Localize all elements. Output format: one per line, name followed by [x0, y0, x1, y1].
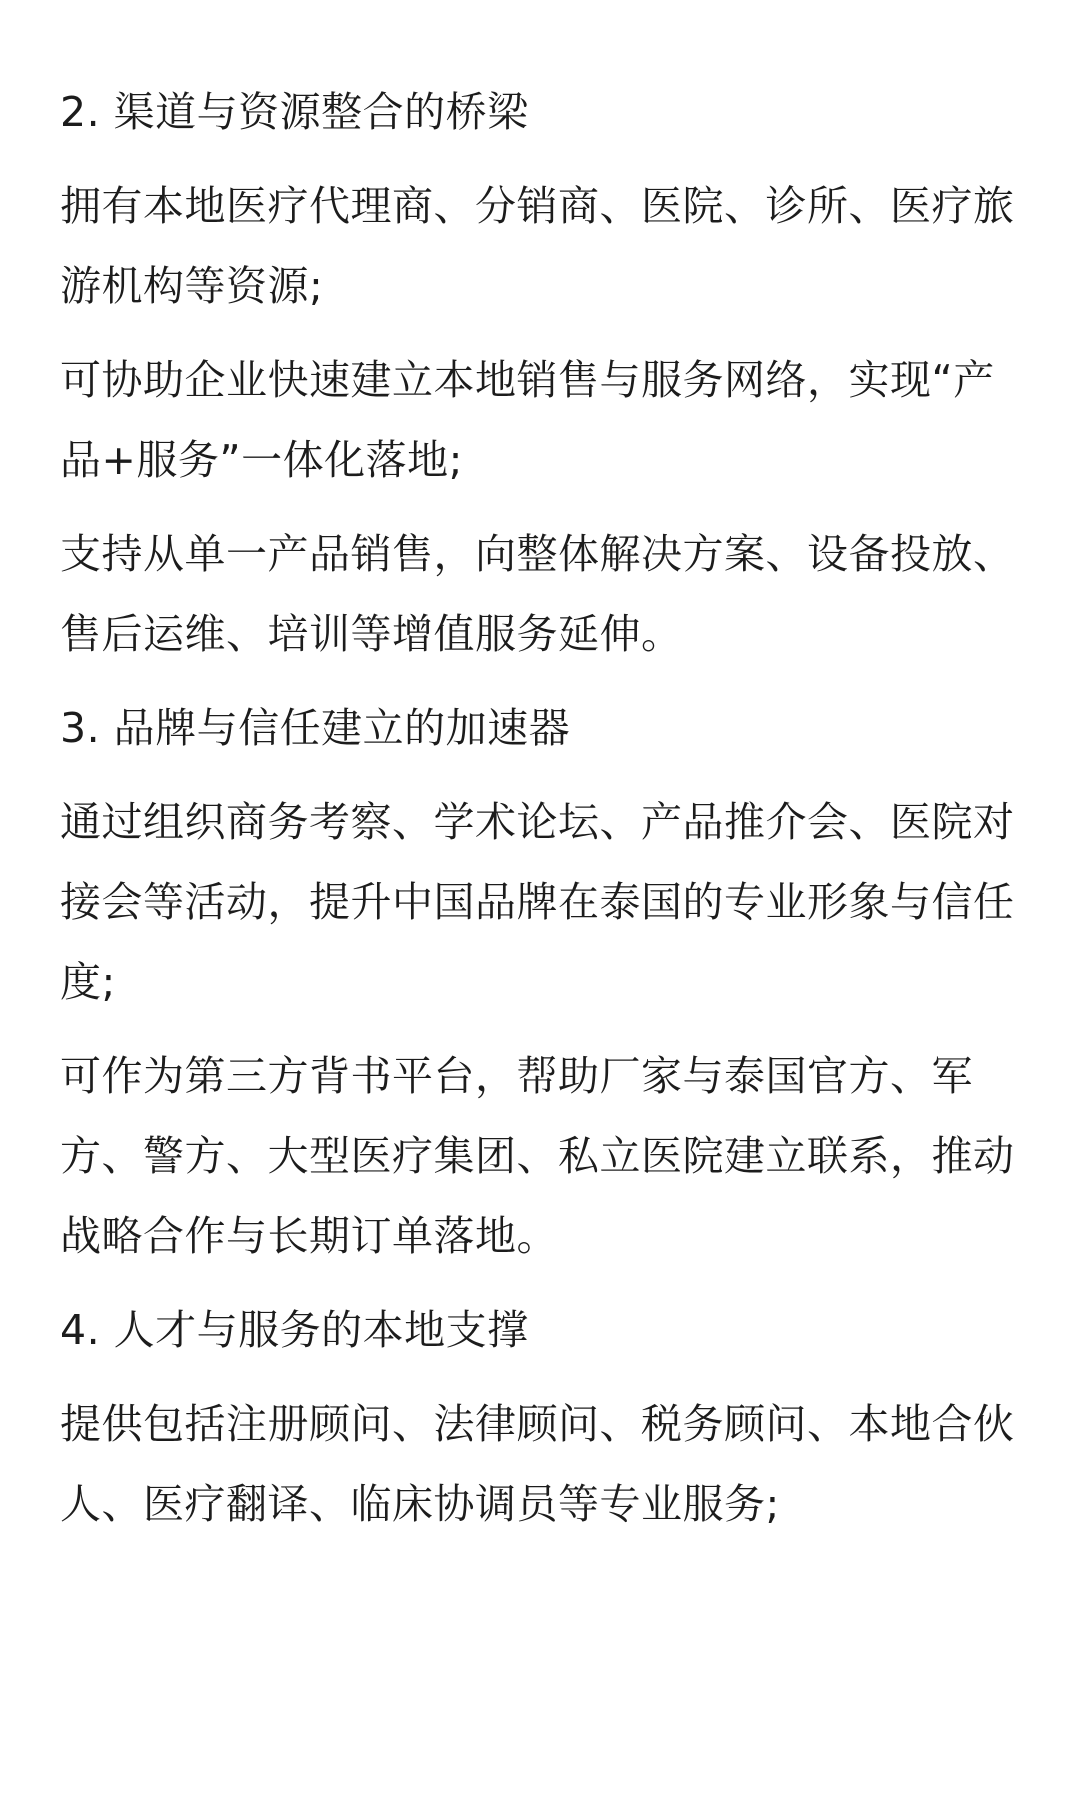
section-2-paragraph-2: 可协助企业快速建立本地销售与服务网络，实现“产品+服务”一体化落地;	[60, 356, 995, 484]
section-4-paragraph-1: 提供包括注册顾问、法律顾问、税务顾问、本地合伙人、医疗翻译、临床协调员等专业服务;	[60, 1400, 1015, 1528]
section-heading-3: 3. 品牌与信任建立的加速器	[60, 704, 571, 752]
section-2-paragraph-1: 拥有本地医疗代理商、分销商、医院、诊所、医疗旅游机构等资源;	[60, 182, 1015, 310]
section-3-paragraph-1: 通过组织商务考察、学术论坛、产品推介会、医院对接会等活动，提升中国品牌在泰国的专业形象与信任度;	[60, 798, 1015, 1006]
section-heading-2: 2. 渠道与资源整合的桥梁	[60, 88, 529, 136]
article-body	[60, 72, 1020, 1558]
section-heading-4: 4. 人才与服务的本地支撑	[60, 1306, 529, 1354]
section-3-paragraph-2: 可作为第三方背书平台，帮助厂家与泰国官方、军方、警方、大型医疗集团、私立医院建立联系，推动战略合作与长期订单落地。	[60, 1052, 1015, 1260]
section-2-paragraph-3: 支持从单一产品销售，向整体解决方案、设备投放、售后运维、培训等增值服务延伸。	[60, 530, 1015, 658]
